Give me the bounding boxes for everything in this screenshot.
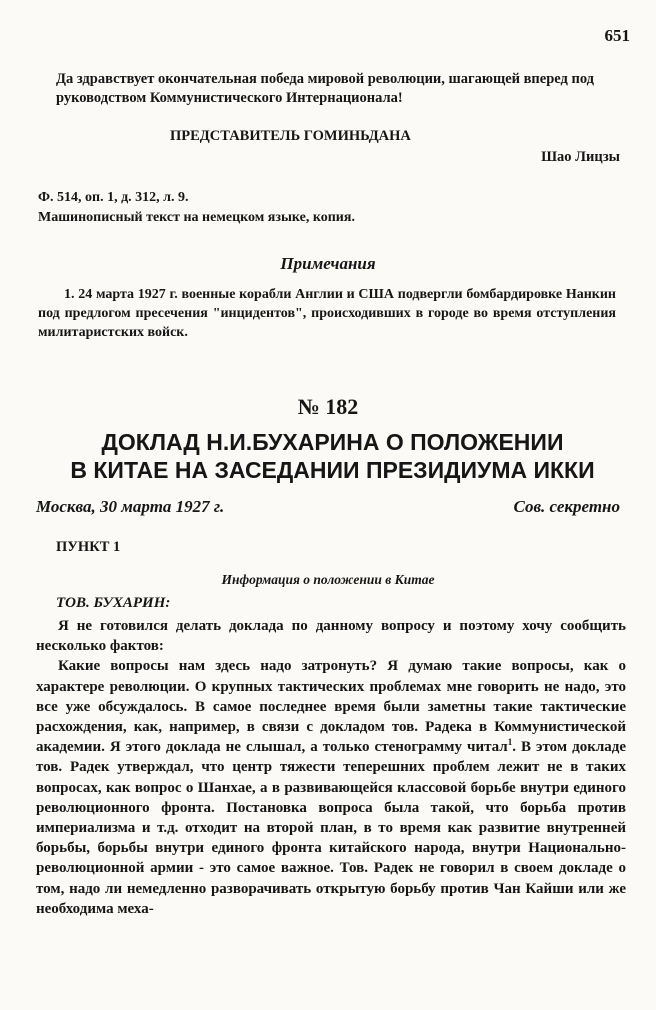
footnote-marker: 1	[507, 737, 513, 748]
representative-heading: ПРЕДСТАВИТЕЛЬ ГОМИНЬДАНА	[170, 128, 411, 144]
section-label: ПУНКТ 1	[56, 539, 121, 555]
place-date: Москва, 30 марта 1927 г.	[36, 497, 225, 516]
page-number: 651	[604, 26, 630, 45]
slogan: Да здравствует окончательная победа мировой революции, шагающей вперед под руководством Коммунистического Интернационала!	[56, 71, 595, 106]
archive-reference: Ф. 514, оп. 1, д. 312, л. 9.	[38, 190, 189, 205]
paragraph-text: . В этом докладе тов. Радек утверждал, что центр тяжести теперешних проблем лежит не в таких вопросах, как вопрос о Шанхае, а в развивающейся классовой борьбе внутри единого революционного фронта. Постановка вопроса была такой, что борьба против империализма и т.д. отходит на второй план, в то время как развитие внутренней борьбы, борьбы внутри единого фронта китайского народа, внутри Национально-революционной армии - это самое важное. Тов. Радек не говорил в своем докладе о том, надо ли немедленно разворачивать открытую борьбу против Чан Кайши или же необходима меха-	[36, 739, 627, 917]
paragraph: Я не готовился делать доклада по данному вопросу и поэтому хочу сообщить несколько фактов:	[36, 618, 626, 655]
archival-source	[38, 188, 355, 228]
speaker-label: ТОВ. БУХАРИН:	[56, 595, 171, 611]
title-line-2: В КИТАЕ НА ЗАСЕДАНИИ ПРЕЗИДИУМА ИККИ	[70, 457, 595, 483]
note-item: 1. 24 марта 1927 г. военные корабли Англии и США подвергли бомбардировке Нанкин под предлогом пресечения "инцидентов", происходивших в городе во время отступления милитаристских войск.	[38, 287, 616, 340]
classification-stamp: Сов. секретно	[513, 497, 620, 516]
document-type: Машинописный текст на немецком языке, копия.	[38, 210, 355, 225]
paragraph	[36, 656, 626, 919]
signature: Шао Лицзы	[541, 149, 620, 165]
speech-body	[36, 616, 626, 919]
document-number: № 182	[297, 394, 359, 419]
document-title	[60, 428, 605, 484]
paragraph-text: Какие вопросы нам здесь надо затронуть? Я думаю такие вопросы, как о характере революции. О крупных тактических проблемах мне говорить не надо, это все уже обсуждалось. В самое последнее время были заметны такие тактические расхождения, как, например, в связи с докладом тов. Радека в Коммунистической академии. Я этого доклада не слышал, а только стенограмму читал	[36, 658, 626, 756]
title-line-1: ДОКЛАД Н.И.БУХАРИНА О ПОЛОЖЕНИИ	[101, 429, 564, 455]
notes-heading: Примечания	[280, 254, 376, 273]
agenda-item: Информация о положении в Китае	[221, 572, 435, 587]
